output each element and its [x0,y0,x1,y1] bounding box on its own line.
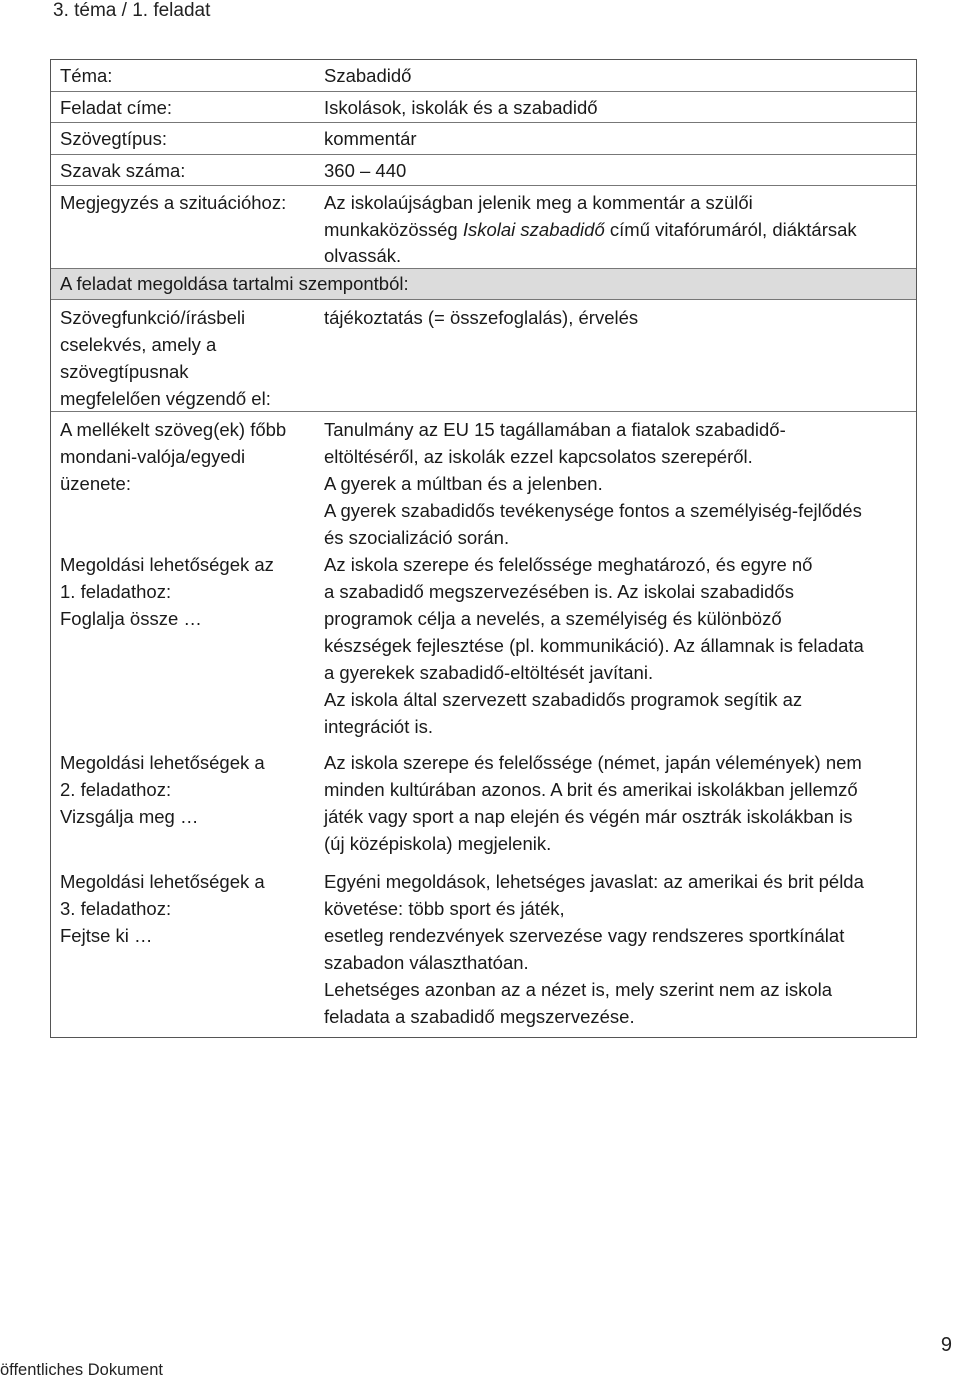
megjegyzes-value [324,190,916,268]
feladat3-value-line: Lehetséges azonban az a nézet is, mely szerint nem az iskola [324,979,833,1000]
feladat3-value-line: feladata a szabadidő megszervezése. [324,1006,635,1027]
feladat1-label [51,551,324,740]
meta-row-szavak [51,155,916,187]
section-header-row [51,269,916,300]
funkcio-label-line: megfelelően végzendő el: [60,388,271,409]
feladat3-label-line: 3. feladathoz: [60,898,172,919]
feladat1-value [324,551,916,740]
tema-label: Téma: [60,65,113,86]
feladat2-label-line: Megoldási lehetőségek a [60,752,265,773]
uzenet-value-line: A gyerek szabadidős tevékenysége fontos a személyiség-fejlődés [324,500,862,521]
feladat3-value-line: Egyéni megoldások, lehetséges javaslat: az amerikai és brit példa [324,871,864,892]
feladat1-value-line: a szabadidő megszervezésében is. Az iskolai szabadidős [324,581,794,602]
uzenet-label [51,416,324,551]
feladat3-value-line: szabadon választhatóan. [324,952,529,973]
feladat1-value-line: készségek fejlesztése (pl. kommunikáció). Az államnak is feladata [324,635,864,656]
feladat1-value-line: Az iskola szerepe és felelőssége meghatározó, és egyre nő [324,554,813,575]
feladat3-value [324,868,916,1030]
uzenet-value-line: eltöltéséről, az iskolák ezzel kapcsolatos szerepéről. [324,446,753,467]
content-row [51,412,916,1037]
meta-row-tipus [51,123,916,155]
szavak-label: Szavak száma: [60,159,186,181]
uzenet-value-line: A gyerek a múltban és a jelenben. [324,473,603,494]
cim-value: Iskolások, iskolák és a szabadidő [324,96,598,118]
feladat3-label [51,868,324,1030]
megjegyzes-line-2-start: munkaközösség [324,218,463,240]
uzenet-value [324,416,916,551]
feladat2-value-line: játék vagy sport a nap elején és végén már osztrák iskolákban is [324,806,853,827]
feladat2-value-line: (új középiskola) megjelenik. [324,833,552,854]
feladat1-block [51,551,916,740]
feladat2-block [51,749,916,857]
feladat1-value-line: Az iskola által szervezett szabadidős programok segítik az [324,689,803,710]
feladat2-label [51,749,324,857]
meta-row-megjegyzes [51,186,916,269]
cim-label: Feladat címe: [60,96,173,118]
funkcio-row [51,300,916,412]
uzenet-block [51,416,916,551]
feladat2-instruction: Vizsgálja meg … [60,806,199,827]
tema-value: Szabadidő [324,65,412,86]
feladat3-label-line: Megoldási lehetőségek a [60,871,265,892]
tipus-value: kommentár [324,128,417,149]
megjegyzes-line-1: Az iskolaújságban jelenik meg a kommentár a szülői [324,192,753,213]
feladat1-value-line: a gyerekek szabadidő-eltöltését javítani. [324,662,654,683]
feladat1-value-line: integrációt is. [324,716,433,737]
feladat3-block [51,868,916,1030]
megjegyzes-line-3: olvassák. [324,245,402,266]
funkcio-label-line: cselekvés, amely a [60,334,217,355]
task-table [50,59,917,1038]
feladat1-label-line: Megoldási lehetőségek az [60,554,274,575]
feladat2-label-line: 2. feladathoz: [60,779,172,800]
footer-document-label: öffentliches Dokument [0,1361,163,1379]
megjegyzes-line-2-end: című vitafórumáról, diáktársak [604,218,857,240]
feladat3-instruction: Fejtse ki … [60,925,153,946]
feladat1-value-line: programok célja a nevelés, a személyiség és különböző [324,608,782,629]
uzenet-value-line: és szocializáció során. [324,527,510,548]
section-title: A feladat megoldása tartalmi szempontból: [60,273,409,294]
funkcio-label-line: szövegtípusnak [60,361,189,382]
uzenet-label-line: üzenete: [60,473,131,494]
megjegyzes-line-2 [324,217,916,244]
megjegyzes-label: Megjegyzés a szituációhoz: [60,192,287,213]
meta-row-cim [51,92,916,124]
feladat3-value-line: követése: több sport és játék, [324,898,565,919]
megjegyzes-forum-title: Iskolai szabadidő [462,218,605,240]
tipus-label: Szövegtípus: [60,128,167,149]
feladat1-instruction: Foglalja össze … [60,608,202,629]
meta-row-tema [51,60,916,92]
feladat2-value [324,749,916,857]
feladat2-value-line: minden kultúrában azonos. A brit és amerikai iskolákban jellemző [324,779,858,800]
funkcio-label [51,304,324,411]
uzenet-label-line: A mellékelt szöveg(ek) főbb [60,419,287,440]
page-number: 9 [940,1334,952,1356]
uzenet-label-line: mondani-valója/egyedi [60,446,246,467]
feladat3-value-line: esetleg rendezvények szervezése vagy rendszeres sportkínálat [324,925,845,946]
uzenet-value-line: Tanulmány az EU 15 tagállamában a fiatalok szabadidő- [324,419,786,440]
szavak-value: 360 – 440 [324,159,407,181]
feladat1-label-line: 1. feladathoz: [60,581,172,602]
feladat2-value-line: Az iskola szerepe és felelőssége (német, japán vélemények) nem [324,752,862,773]
page-header: 3. téma / 1. feladat [53,0,211,21]
funkcio-label-line: Szövegfunkció/írásbeli [60,307,246,328]
funkcio-value: tájékoztatás (= összefoglalás), érvelés [324,307,639,328]
